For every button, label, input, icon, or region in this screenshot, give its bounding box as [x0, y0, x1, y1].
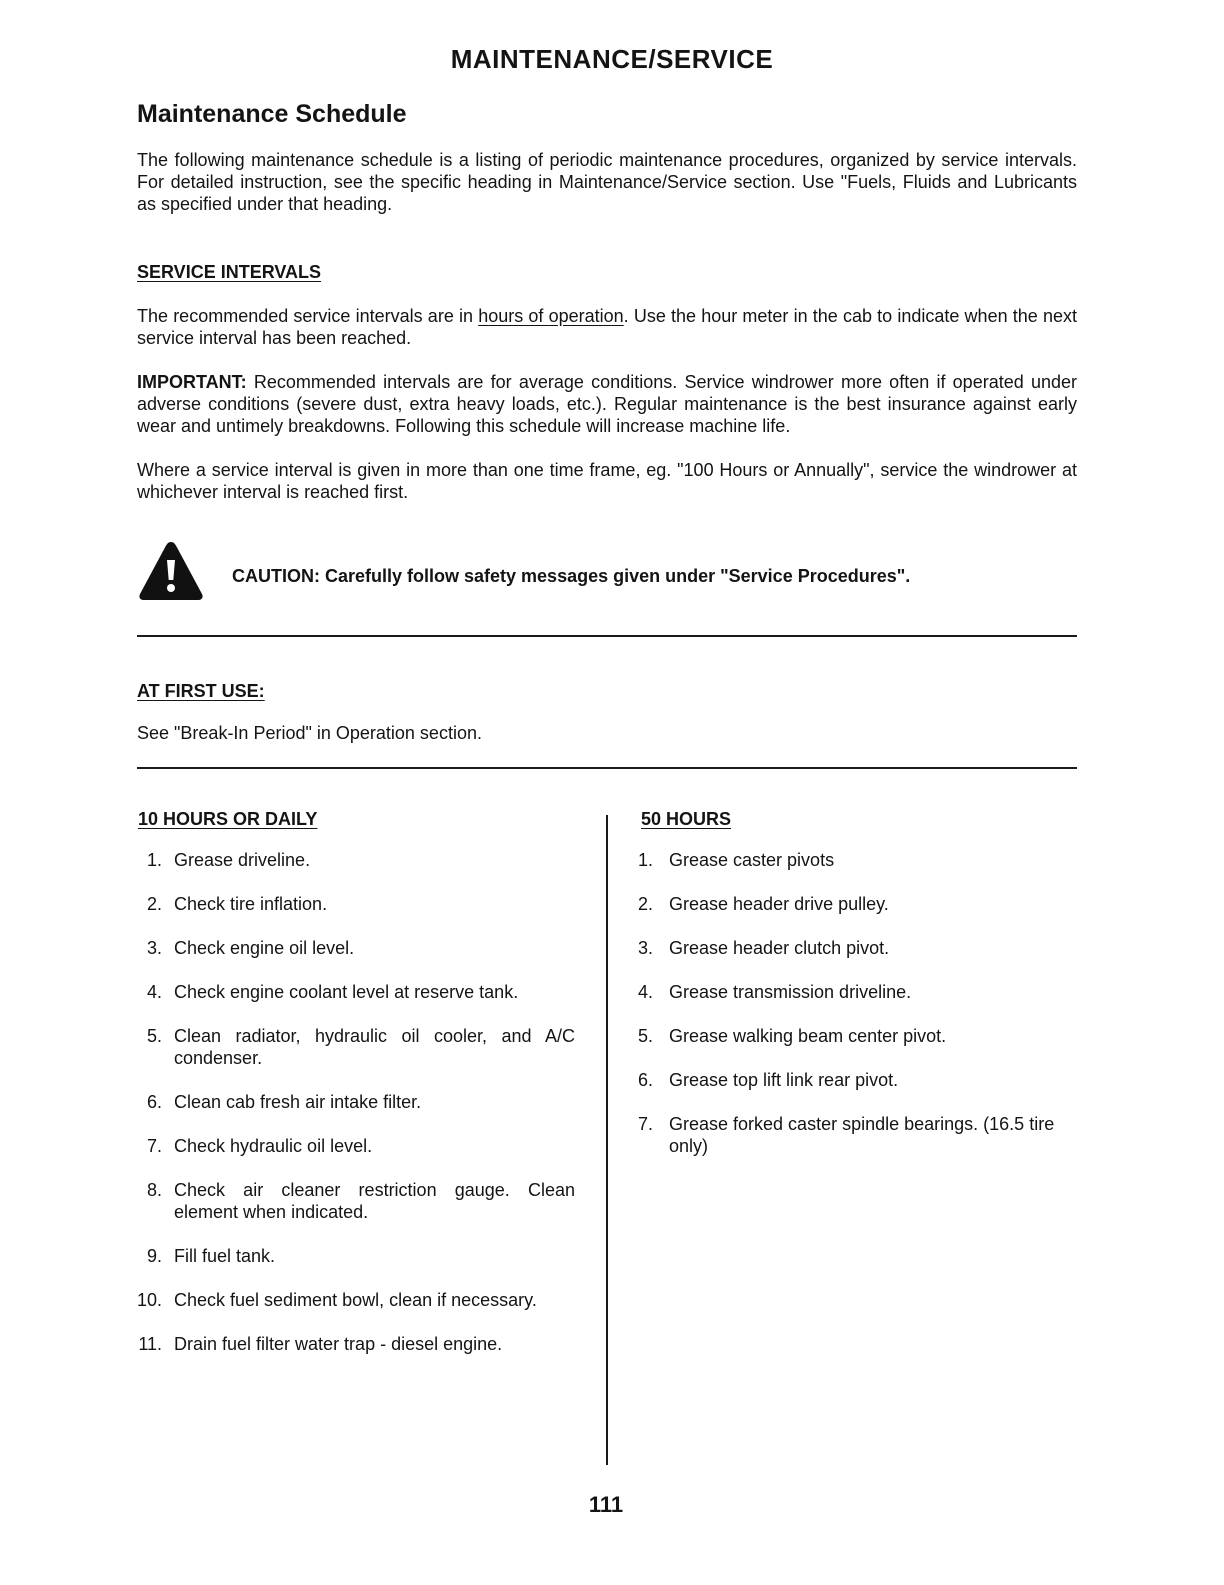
- section-title: Maintenance Schedule: [137, 100, 407, 128]
- item-number: 7.: [146, 1136, 162, 1156]
- item-text: Grease transmission driveline.: [669, 982, 912, 1002]
- item-text: Fill fuel tank.: [174, 1246, 276, 1266]
- list-item: [120, 893, 575, 915]
- list-item: [120, 1025, 575, 1069]
- list-item: [120, 937, 575, 959]
- item-number: 8.: [146, 1180, 162, 1200]
- service-intervals-paragraph: [137, 305, 1077, 349]
- list-item: [120, 849, 575, 871]
- page-number: 111: [588, 1492, 624, 1517]
- service-intervals-heading: SERVICE INTERVALS: [137, 262, 322, 282]
- item-text: Grease walking beam center pivot.: [669, 1026, 947, 1046]
- list-item: [628, 893, 1078, 915]
- item-number: 2.: [146, 894, 162, 914]
- hours-text-after: . Use the hour meter in the cab to indicate when the next service interval has been reached.: [137, 306, 1077, 348]
- item-number: 9.: [146, 1246, 162, 1266]
- item-text: Check engine oil level.: [174, 938, 355, 958]
- item-number: 2.: [638, 894, 654, 914]
- list-item: [120, 1179, 575, 1223]
- caution-text: CAUTION: Carefully follow safety messages given under "Service Procedures".: [232, 566, 911, 586]
- fifty-hours-heading: 50 HOURS: [641, 809, 732, 829]
- item-text: Grease forked caster spindle bearings. (16.5 tire only): [669, 1114, 1055, 1156]
- item-text: Grease header clutch pivot.: [669, 938, 890, 958]
- item-number: 11.: [138, 1334, 162, 1354]
- hours-text-before: The recommended service intervals are in: [137, 306, 479, 326]
- item-text: Check tire inflation.: [174, 894, 328, 914]
- item-text: Grease top lift link rear pivot.: [669, 1070, 899, 1090]
- item-text: Clean cab fresh air intake filter.: [174, 1092, 422, 1112]
- caution-row: [137, 540, 1077, 602]
- item-text: Grease caster pivots: [669, 850, 835, 870]
- list-item: [628, 849, 1078, 871]
- item-number: 5.: [638, 1026, 654, 1046]
- list-item: [628, 1113, 1078, 1157]
- list-item: [120, 1091, 575, 1113]
- list-item: [628, 981, 1078, 1003]
- warning-triangle-icon: [137, 540, 205, 602]
- list-item: [120, 1245, 575, 1267]
- item-text: Drain fuel filter water trap - diesel engine.: [174, 1334, 503, 1354]
- item-text: Clean radiator, hydraulic oil cooler, and A/C condenser.: [174, 1026, 575, 1068]
- important-paragraph: [137, 371, 1077, 437]
- daily-heading: 10 HOURS OR DAILY: [138, 809, 318, 829]
- list-item: [628, 937, 1078, 959]
- important-text: Recommended intervals are for average conditions. Service windrower more often if operated under adverse conditions (severe dust, extra heavy loads, etc.). Regular maintenance is the best insurance against early wear and untimely breakdowns. Following this schedule will increase machine life.: [137, 372, 1077, 436]
- item-number: 7.: [638, 1114, 654, 1134]
- item-number: 6.: [638, 1070, 654, 1090]
- fifty-hours-column: [628, 808, 1078, 1179]
- item-number: 1.: [638, 850, 654, 870]
- divider: [137, 767, 1077, 769]
- item-number: 4.: [146, 982, 162, 1002]
- daily-column: [120, 808, 575, 1377]
- intro-paragraph: The following maintenance schedule is a listing of periodic maintenance procedures, organized by service intervals. For detailed instruction, see the specific heading in Maintenance/Service section. Use "Fuels, Fluids and Lubricants as specified under that heading.: [137, 150, 1077, 214]
- item-text: Grease driveline.: [174, 850, 311, 870]
- list-item: [628, 1025, 1078, 1047]
- list-item: [120, 1135, 575, 1157]
- interval-note-paragraph: Where a service interval is given in more than one time frame, eg. "100 Hours or Annually", service the windrower at whichever interval is reached first.: [137, 460, 1077, 502]
- item-text: Check air cleaner restriction gauge. Clean element when indicated.: [174, 1180, 575, 1222]
- list-item: [120, 1289, 575, 1311]
- item-number: 3.: [638, 938, 654, 958]
- list-item: [120, 981, 575, 1003]
- item-text: Check engine coolant level at reserve tank.: [174, 982, 519, 1002]
- item-number: 4.: [638, 982, 654, 1002]
- item-text: Check hydraulic oil level.: [174, 1136, 373, 1156]
- column-divider: [606, 815, 608, 1465]
- important-label: IMPORTANT:: [137, 372, 247, 392]
- item-number: 6.: [146, 1092, 162, 1112]
- first-use-heading: AT FIRST USE:: [137, 681, 265, 701]
- list-item: [628, 1069, 1078, 1091]
- item-text: Check fuel sediment bowl, clean if necessary.: [174, 1290, 537, 1310]
- divider: [137, 635, 1077, 637]
- item-number: 5.: [146, 1026, 162, 1046]
- item-number: 10.: [136, 1290, 162, 1310]
- first-use-text: See "Break-In Period" in Operation section.: [137, 723, 482, 743]
- item-number: 1.: [146, 850, 162, 870]
- item-text: Grease header drive pulley.: [669, 894, 889, 914]
- page-title: MAINTENANCE/SERVICE: [450, 44, 774, 74]
- list-item: [120, 1333, 575, 1355]
- hours-of-operation-text: hours of operation: [478, 306, 624, 326]
- item-number: 3.: [146, 938, 162, 958]
